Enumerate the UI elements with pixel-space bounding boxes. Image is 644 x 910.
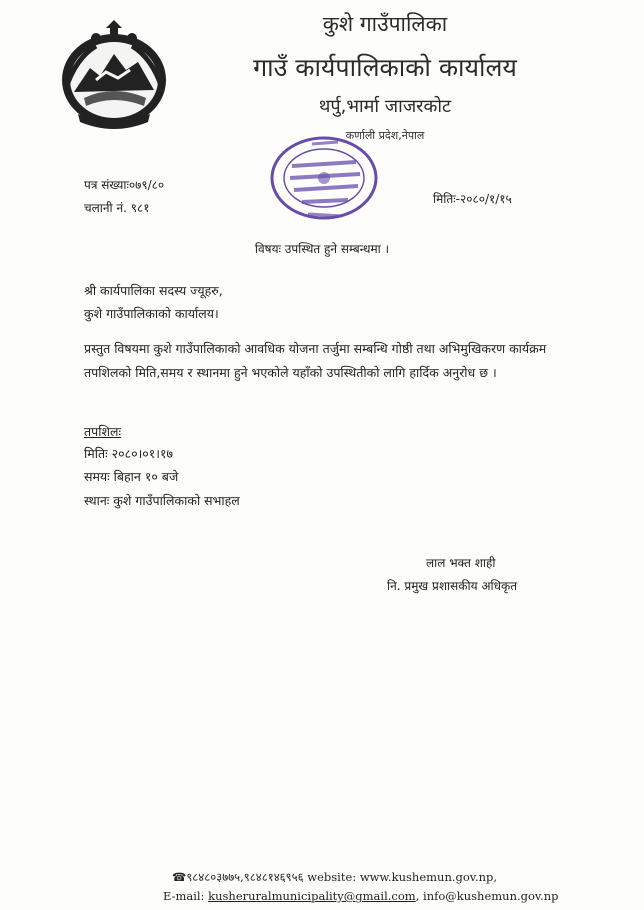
chalani-label: चलानी नं. [84,201,127,215]
details-date: मितिः २०८०।०१।१७ [84,446,174,461]
date-value: २०८०/१/१५ [460,192,512,206]
date-label: मितिः- [433,192,460,206]
patra-sankhya [84,176,164,193]
email-label: E-mail: [163,889,209,903]
patra-label: पत्र संख्याः [84,178,129,192]
subject-line: विषयः उपस्थित हुने सम्बन्धमा । [254,242,390,256]
footer-phones: ९८४८०३७७५,९८४८१४६९५६ [186,870,304,884]
office-address: थर्पु,भार्मा जाजरकोट [318,96,452,117]
details-heading: तपशिलः [84,424,121,439]
details-time: समयः बिहान १० बजे [84,469,179,484]
signatory-name: लाल भक्त शाही [426,556,496,570]
letter-date [433,190,512,207]
patra-value: ०७९/८० [128,178,165,192]
website-link[interactable]: www.kushemun.gov.np, [359,870,498,884]
body-paragraph: प्रस्तुत विषयमा कुशे गाउँपालिकाको आवधिक योजना तर्जुमा सम्बन्धि गोष्ठी तथा अभिमुखिकरण कार्यक्रम तपशिलको मिति,समय र स्थानमा हुने भएकोले यहाँको उपस्थितीको लागि हार्दिक अनुरोध छ । [84,341,547,380]
footer-email-line [163,889,558,903]
office-seal-stamp-icon [262,128,392,226]
nepal-government-emblem-icon [56,18,172,130]
municipality-name: कुशे गाउँपालिका [322,12,448,36]
signatory-designation: नि. प्रमुख प्रशासकीय अधिकृत [387,579,518,593]
addressee-line-1: श्री कार्यपालिका सदस्य ज्यूहरु, [84,283,223,298]
office-name: गाउँ कार्यपालिकाको कार्यालय [253,53,517,82]
email-primary-link[interactable]: kusheruralmunicipality@gmail.com [208,889,416,903]
chalani-number [84,199,149,216]
addressee-line-2: कुशे गाउँपालिकाको कार्यालय। [84,306,219,321]
footer-contact-line [172,870,497,885]
telephone-icon: ☎ [172,870,187,884]
email-secondary-link[interactable]: , info@kushemun.gov.np [415,889,559,903]
province-line: कर्णाली प्रदेश,नेपाल [345,129,425,142]
website-label: website: [307,870,360,884]
details-venue: स्थानः कुशे गाउँपालिकाको सभाहल [84,493,240,508]
chalani-value: ९८१ [130,201,150,215]
